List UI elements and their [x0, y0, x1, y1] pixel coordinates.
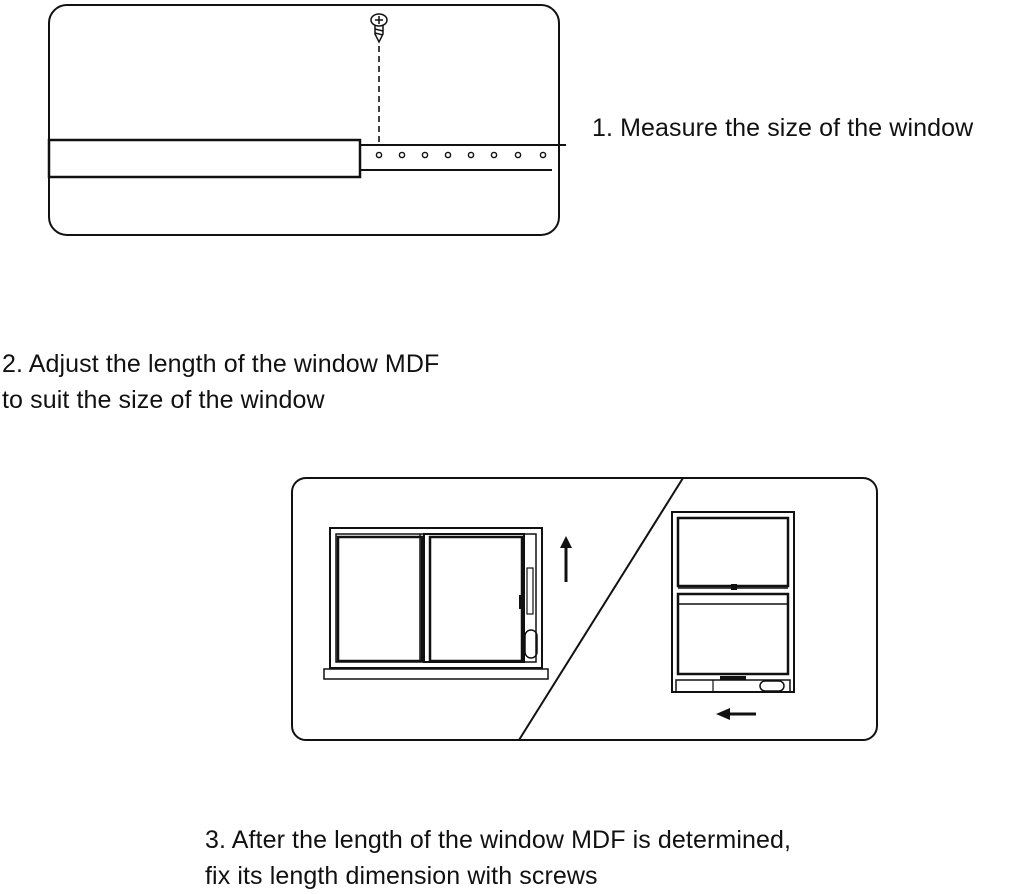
step-2-line-2: to suit the size of the window: [2, 386, 325, 414]
step-3-line-1: 3. After the length of the window MDF is determined,: [205, 826, 792, 854]
step-3-text: [205, 822, 791, 894]
step-1-text: [592, 110, 973, 146]
step-2-line-1: 2. Adjust the length of the window MDF: [2, 350, 440, 378]
step-3-line-2: fix its length dimension with screws: [205, 862, 598, 890]
double-hung-window: [672, 512, 794, 692]
mdf-slider-panel: [49, 5, 566, 235]
screw-icon: [371, 14, 387, 42]
window-types-panel: [292, 478, 877, 740]
sliding-window: [324, 528, 548, 679]
arrow-left-icon: [716, 708, 756, 720]
inner-extension-bar: [360, 145, 566, 170]
screw-holes: [376, 152, 545, 157]
step-2-text: [2, 346, 439, 418]
panel-frame: [49, 5, 559, 235]
arrow-up-icon: [560, 536, 572, 582]
outer-slider-bar: [49, 140, 360, 177]
step-1-line-1: 1. Measure the size of the window: [592, 114, 974, 142]
panel-divider: [519, 478, 683, 740]
